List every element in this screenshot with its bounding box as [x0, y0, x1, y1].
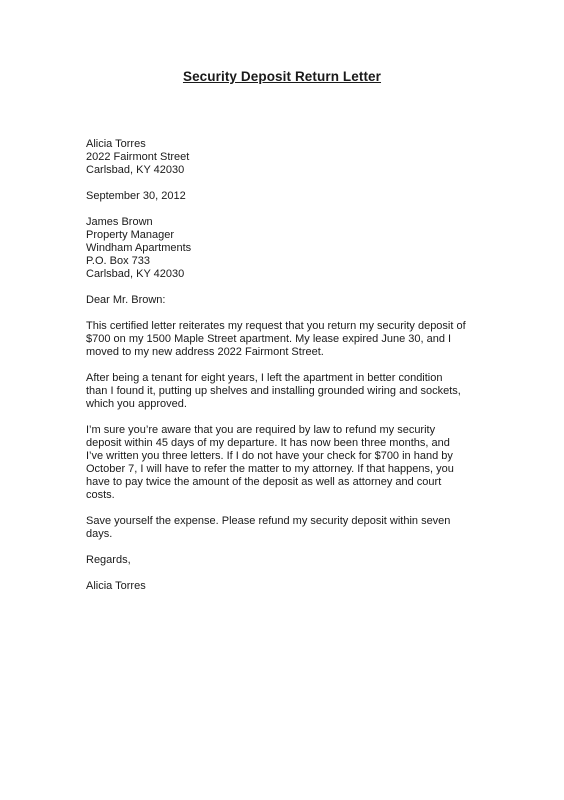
- paragraph-line: have to pay twice the amount of the deposit as well as attorney and court: [86, 476, 442, 488]
- paragraph-line: than I found it, putting up shelves and installing grounded wiring and sockets,: [86, 385, 461, 397]
- recipient-city: Carlsbad, KY 42030: [86, 268, 185, 280]
- closing: Regards,: [86, 554, 131, 566]
- salutation: Dear Mr. Brown:: [86, 294, 166, 306]
- paragraph-line: costs.: [86, 489, 115, 501]
- paragraph-line: I’m sure you’re aware that you are required by law to refund my security: [86, 424, 436, 436]
- paragraph-line: This certified letter reiterates my request that you return my security deposit of: [86, 320, 466, 332]
- paragraph-line: October 7, I will have to refer the matter to my attorney. If that happens, you: [86, 463, 454, 475]
- recipient-title: Property Manager: [86, 229, 175, 241]
- paragraph-line: After being a tenant for eight years, I left the apartment in better condition: [86, 372, 443, 384]
- signature: Alicia Torres: [86, 580, 146, 592]
- sender-street: 2022 Fairmont Street: [86, 151, 190, 163]
- paragraph-2: [86, 372, 510, 411]
- letter-title: Security Deposit Return Letter: [182, 69, 382, 84]
- paragraph-line: moved to my new address 2022 Fairmont Street.: [86, 346, 324, 358]
- paragraph-line: days.: [86, 528, 113, 540]
- paragraph-line: Save yourself the expense. Please refund my security deposit within seven: [86, 515, 451, 527]
- paragraph-line: deposit within 45 days of my departure. It has now been three months, and: [86, 437, 450, 449]
- sender-address: [86, 138, 510, 177]
- paragraph-3: [86, 424, 510, 502]
- paragraph-line: which you approved.: [86, 398, 187, 410]
- paragraph-line: I’ve written you three letters. If I do not have your check for $700 in hand by: [86, 450, 453, 462]
- sender-name: Alicia Torres: [86, 138, 146, 150]
- paragraph-4: [86, 515, 510, 541]
- letter-date: September 30, 2012: [86, 190, 186, 202]
- recipient-pobox: P.O. Box 733: [86, 255, 151, 267]
- paragraph-1: [86, 320, 510, 359]
- sender-city: Carlsbad, KY 42030: [86, 164, 185, 176]
- paragraph-line: $700 on my 1500 Maple Street apartment. My lease expired June 30, and I: [86, 333, 452, 345]
- recipient-company: Windham Apartments: [86, 242, 192, 254]
- recipient-address: [86, 216, 510, 281]
- letter-body: [86, 138, 510, 593]
- recipient-name: James Brown: [86, 216, 153, 228]
